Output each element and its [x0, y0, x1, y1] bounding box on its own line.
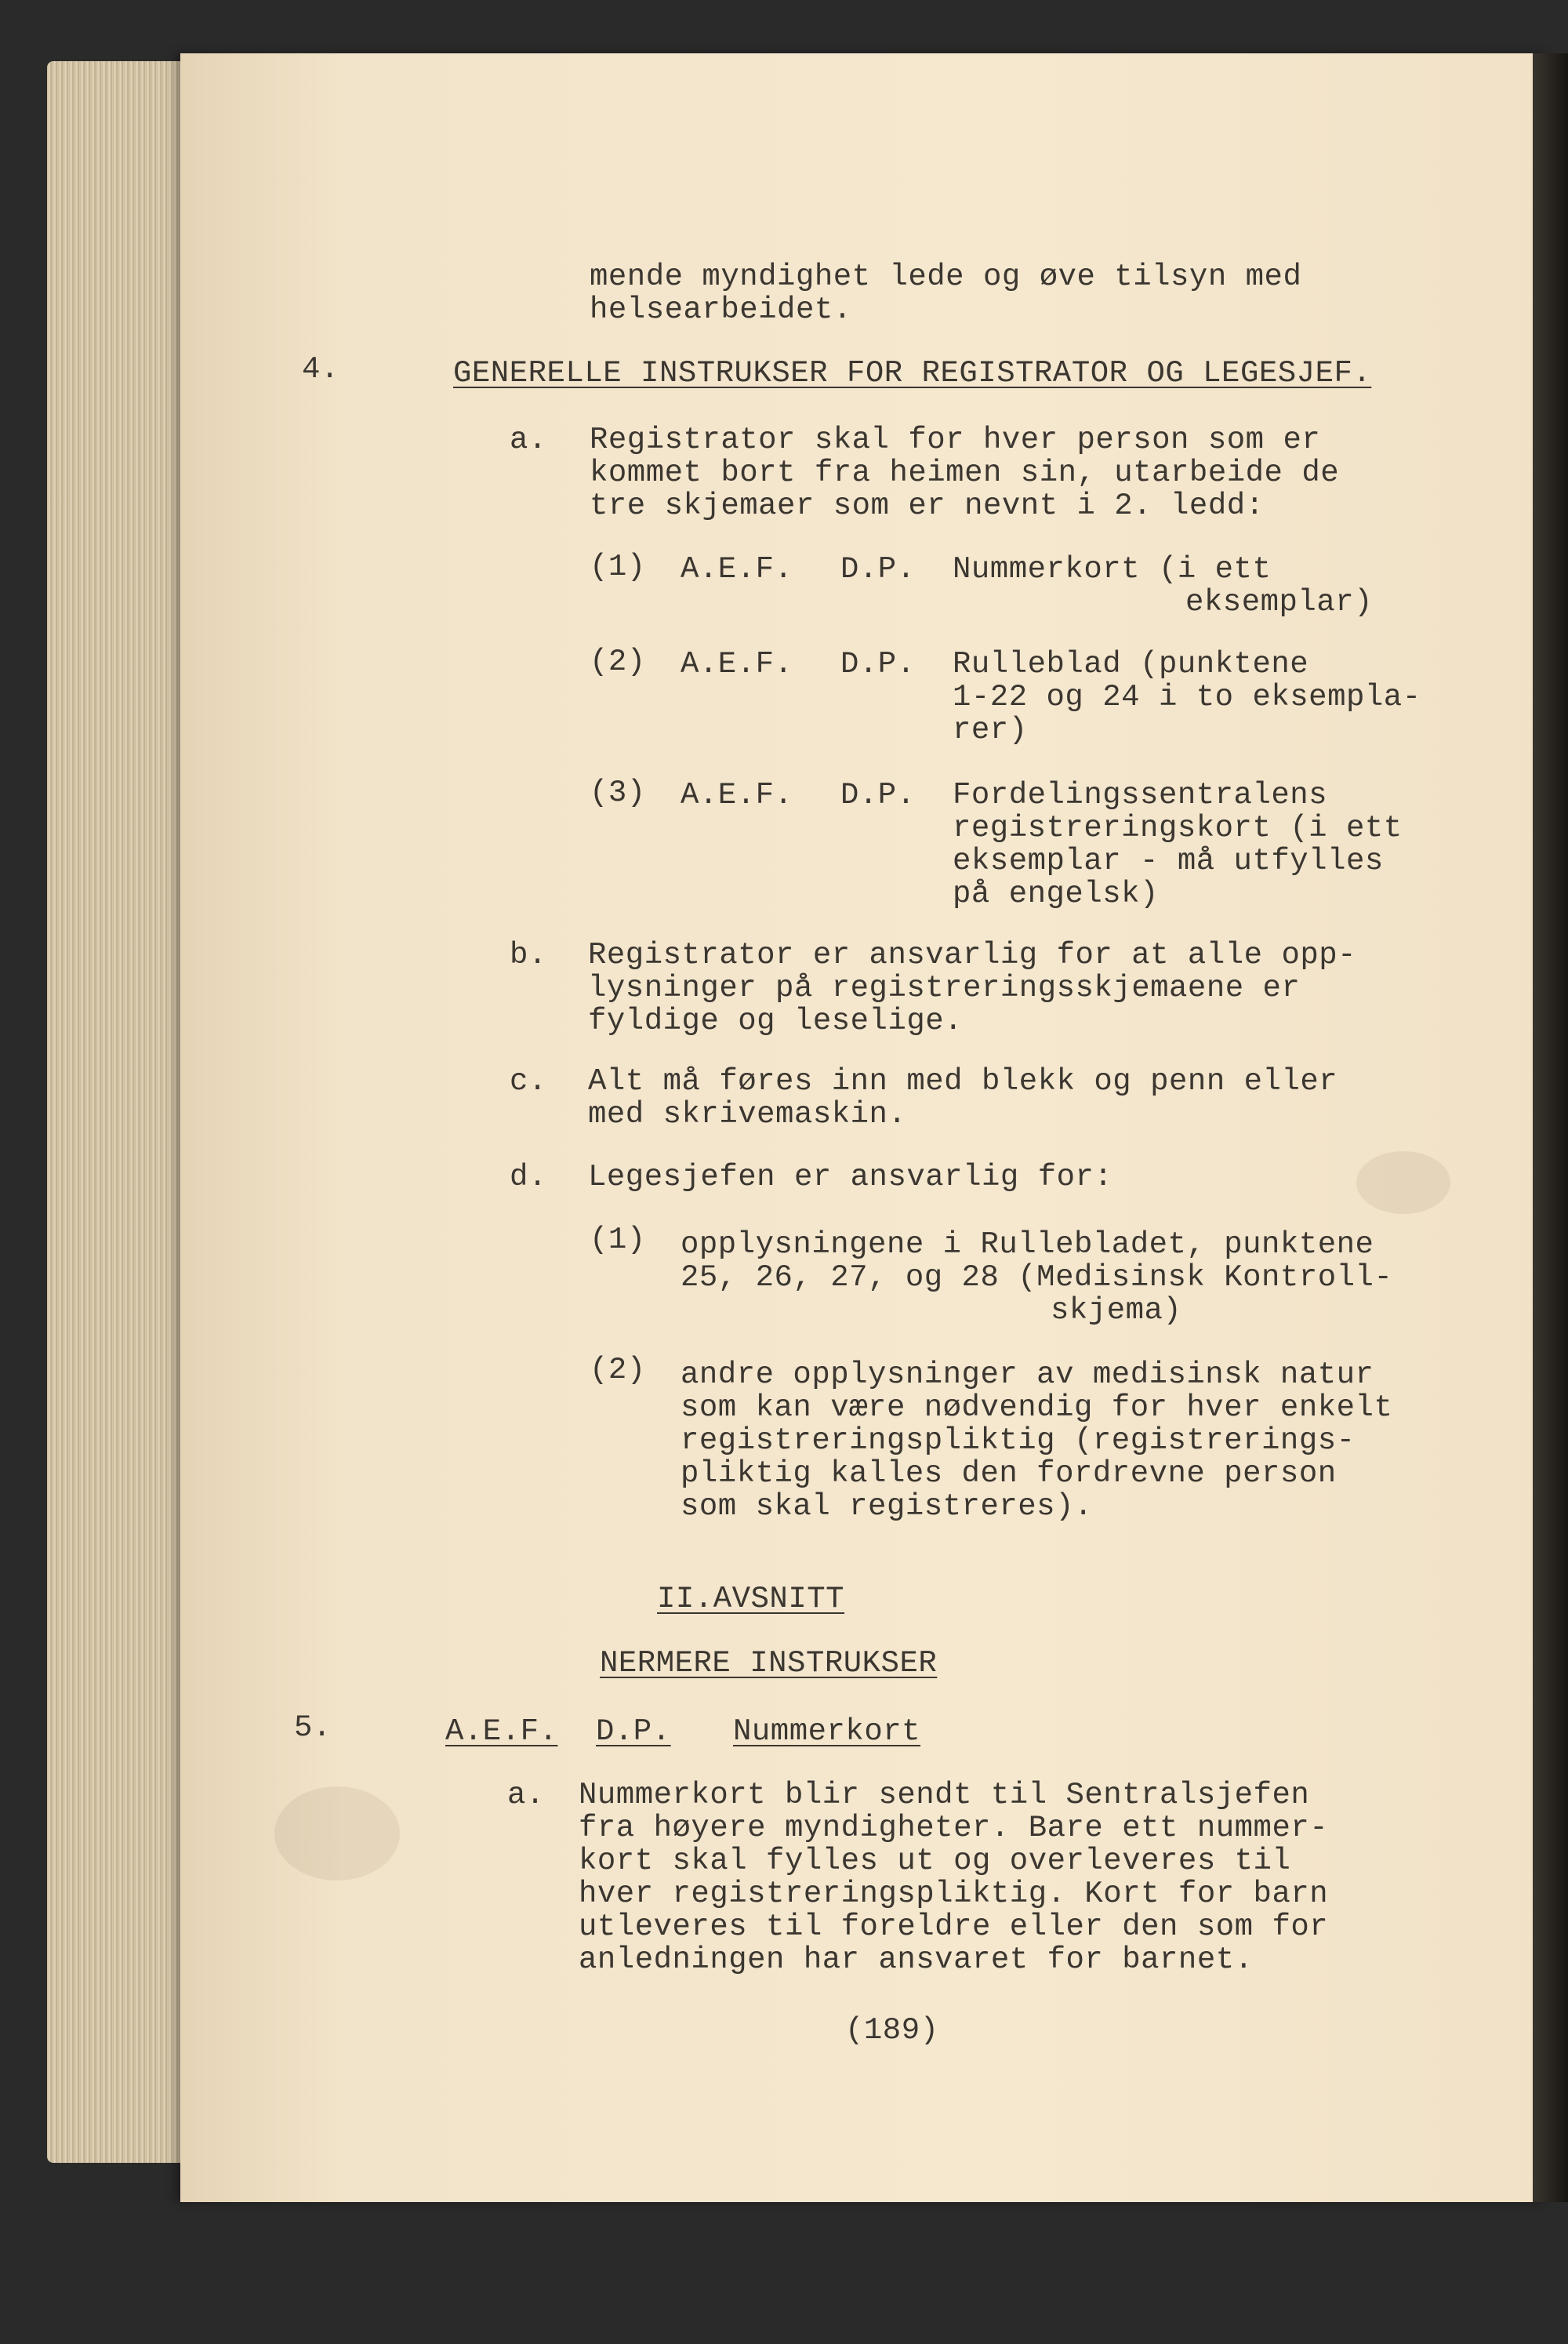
form-description: rer) [953, 713, 1028, 747]
paper-stain [274, 1786, 400, 1881]
item-label: a. [510, 423, 547, 457]
paragraph-line: kort skal fylles ut og overleveres til [579, 1844, 1291, 1878]
item-label: c. [510, 1064, 547, 1099]
list-item-line: 25, 26, 27, og 28 (Medisinsk Kontroll- [681, 1260, 1393, 1295]
paragraph-line: Nummerkort blir sendt til Sentralsjefen [579, 1778, 1310, 1812]
list-number: (2) [590, 1353, 646, 1387]
form-code: A.E.F. [681, 647, 793, 681]
item-label: d. [510, 1160, 547, 1194]
paragraph-line: Legesjefen er ansvarlig for: [588, 1160, 1113, 1194]
form-description: 1-22 og 24 i to eksempla- [953, 680, 1421, 714]
form-description: på engelsk) [953, 877, 1159, 911]
paragraph-line: med skrivemaskin. [588, 1097, 907, 1132]
list-item-line: registreringspliktig (registrerings- [681, 1423, 1356, 1458]
section-code: A.E.F. [445, 1714, 558, 1749]
section-code: D.P. [596, 1714, 671, 1749]
form-description: registreringskort (i ett [953, 811, 1403, 845]
facing-page-shadow [1533, 53, 1568, 2202]
intro-line: helsearbeidet. [590, 293, 852, 327]
form-description: Rulleblad (punktene [953, 647, 1309, 681]
list-item-line: skjema) [1051, 1293, 1182, 1328]
list-item-line: andre opplysninger av medisinsk natur [681, 1357, 1374, 1392]
list-item-line: som kan være nødvendig for hver enkelt [681, 1390, 1393, 1425]
form-code: A.E.F. [681, 552, 793, 587]
section-number: 4. [302, 352, 339, 387]
paragraph-line: Registrator skal for hver person som er [590, 423, 1321, 457]
part-heading: II.AVSNITT [657, 1582, 845, 1616]
paper-stain [1356, 1151, 1450, 1214]
form-code: A.E.F. [681, 778, 793, 812]
paragraph-line: fyldige og leselige. [588, 1004, 964, 1038]
form-number: (1) [590, 550, 646, 584]
item-label: b. [510, 938, 547, 972]
list-item-line: opplysningene i Rullebladet, punktene [681, 1227, 1374, 1262]
list-number: (1) [590, 1223, 646, 1257]
form-number: (3) [590, 776, 646, 810]
form-code: D.P. [840, 647, 916, 681]
list-item-line: pliktig kalles den fordrevne person [681, 1456, 1337, 1491]
intro-line: mende myndighet lede og øve tilsyn med [590, 260, 1302, 294]
paragraph-line: fra høyere myndigheter. Bare ett nummer- [579, 1811, 1329, 1845]
form-description: eksemplar - må utfylles [953, 844, 1384, 878]
list-item-line: som skal registreres). [681, 1489, 1093, 1524]
paragraph-line: kommet bort fra heimen sin, utarbeide de [590, 456, 1340, 490]
paragraph-line: Registrator er ansvarlig for at alle opp- [588, 938, 1357, 972]
part-subheading: NERMERE INSTRUKSER [600, 1646, 938, 1681]
form-code: D.P. [840, 778, 916, 812]
form-code: D.P. [840, 552, 916, 587]
paragraph-line: hver registreringspliktig. Kort for barn [579, 1877, 1329, 1911]
page-number: (189) [845, 2013, 939, 2048]
item-label: a. [507, 1778, 545, 1812]
form-description: Fordelingssentralens [953, 778, 1328, 812]
paragraph-line: utleveres til foreldre eller den som for [579, 1910, 1329, 1944]
form-number: (2) [590, 645, 646, 679]
section-number: 5. [294, 1710, 332, 1745]
paragraph-line: tre skjemaer som er nevnt i 2. ledd: [590, 489, 1265, 523]
paragraph-line: anledningen har ansvaret for barnet. [579, 1942, 1254, 1977]
section-heading: GENERELLE INSTRUKSER FOR REGISTRATOR OG LEGESJEF. [453, 356, 1372, 391]
paragraph-line: lysninger på registreringsskjemaene er [588, 971, 1301, 1005]
form-description: eksemplar) [1185, 585, 1374, 620]
section-title: Nummerkort [733, 1714, 921, 1749]
paragraph-line: Alt må føres inn med blekk og penn eller [588, 1064, 1338, 1099]
form-description: Nummerkort (i ett [953, 552, 1272, 587]
